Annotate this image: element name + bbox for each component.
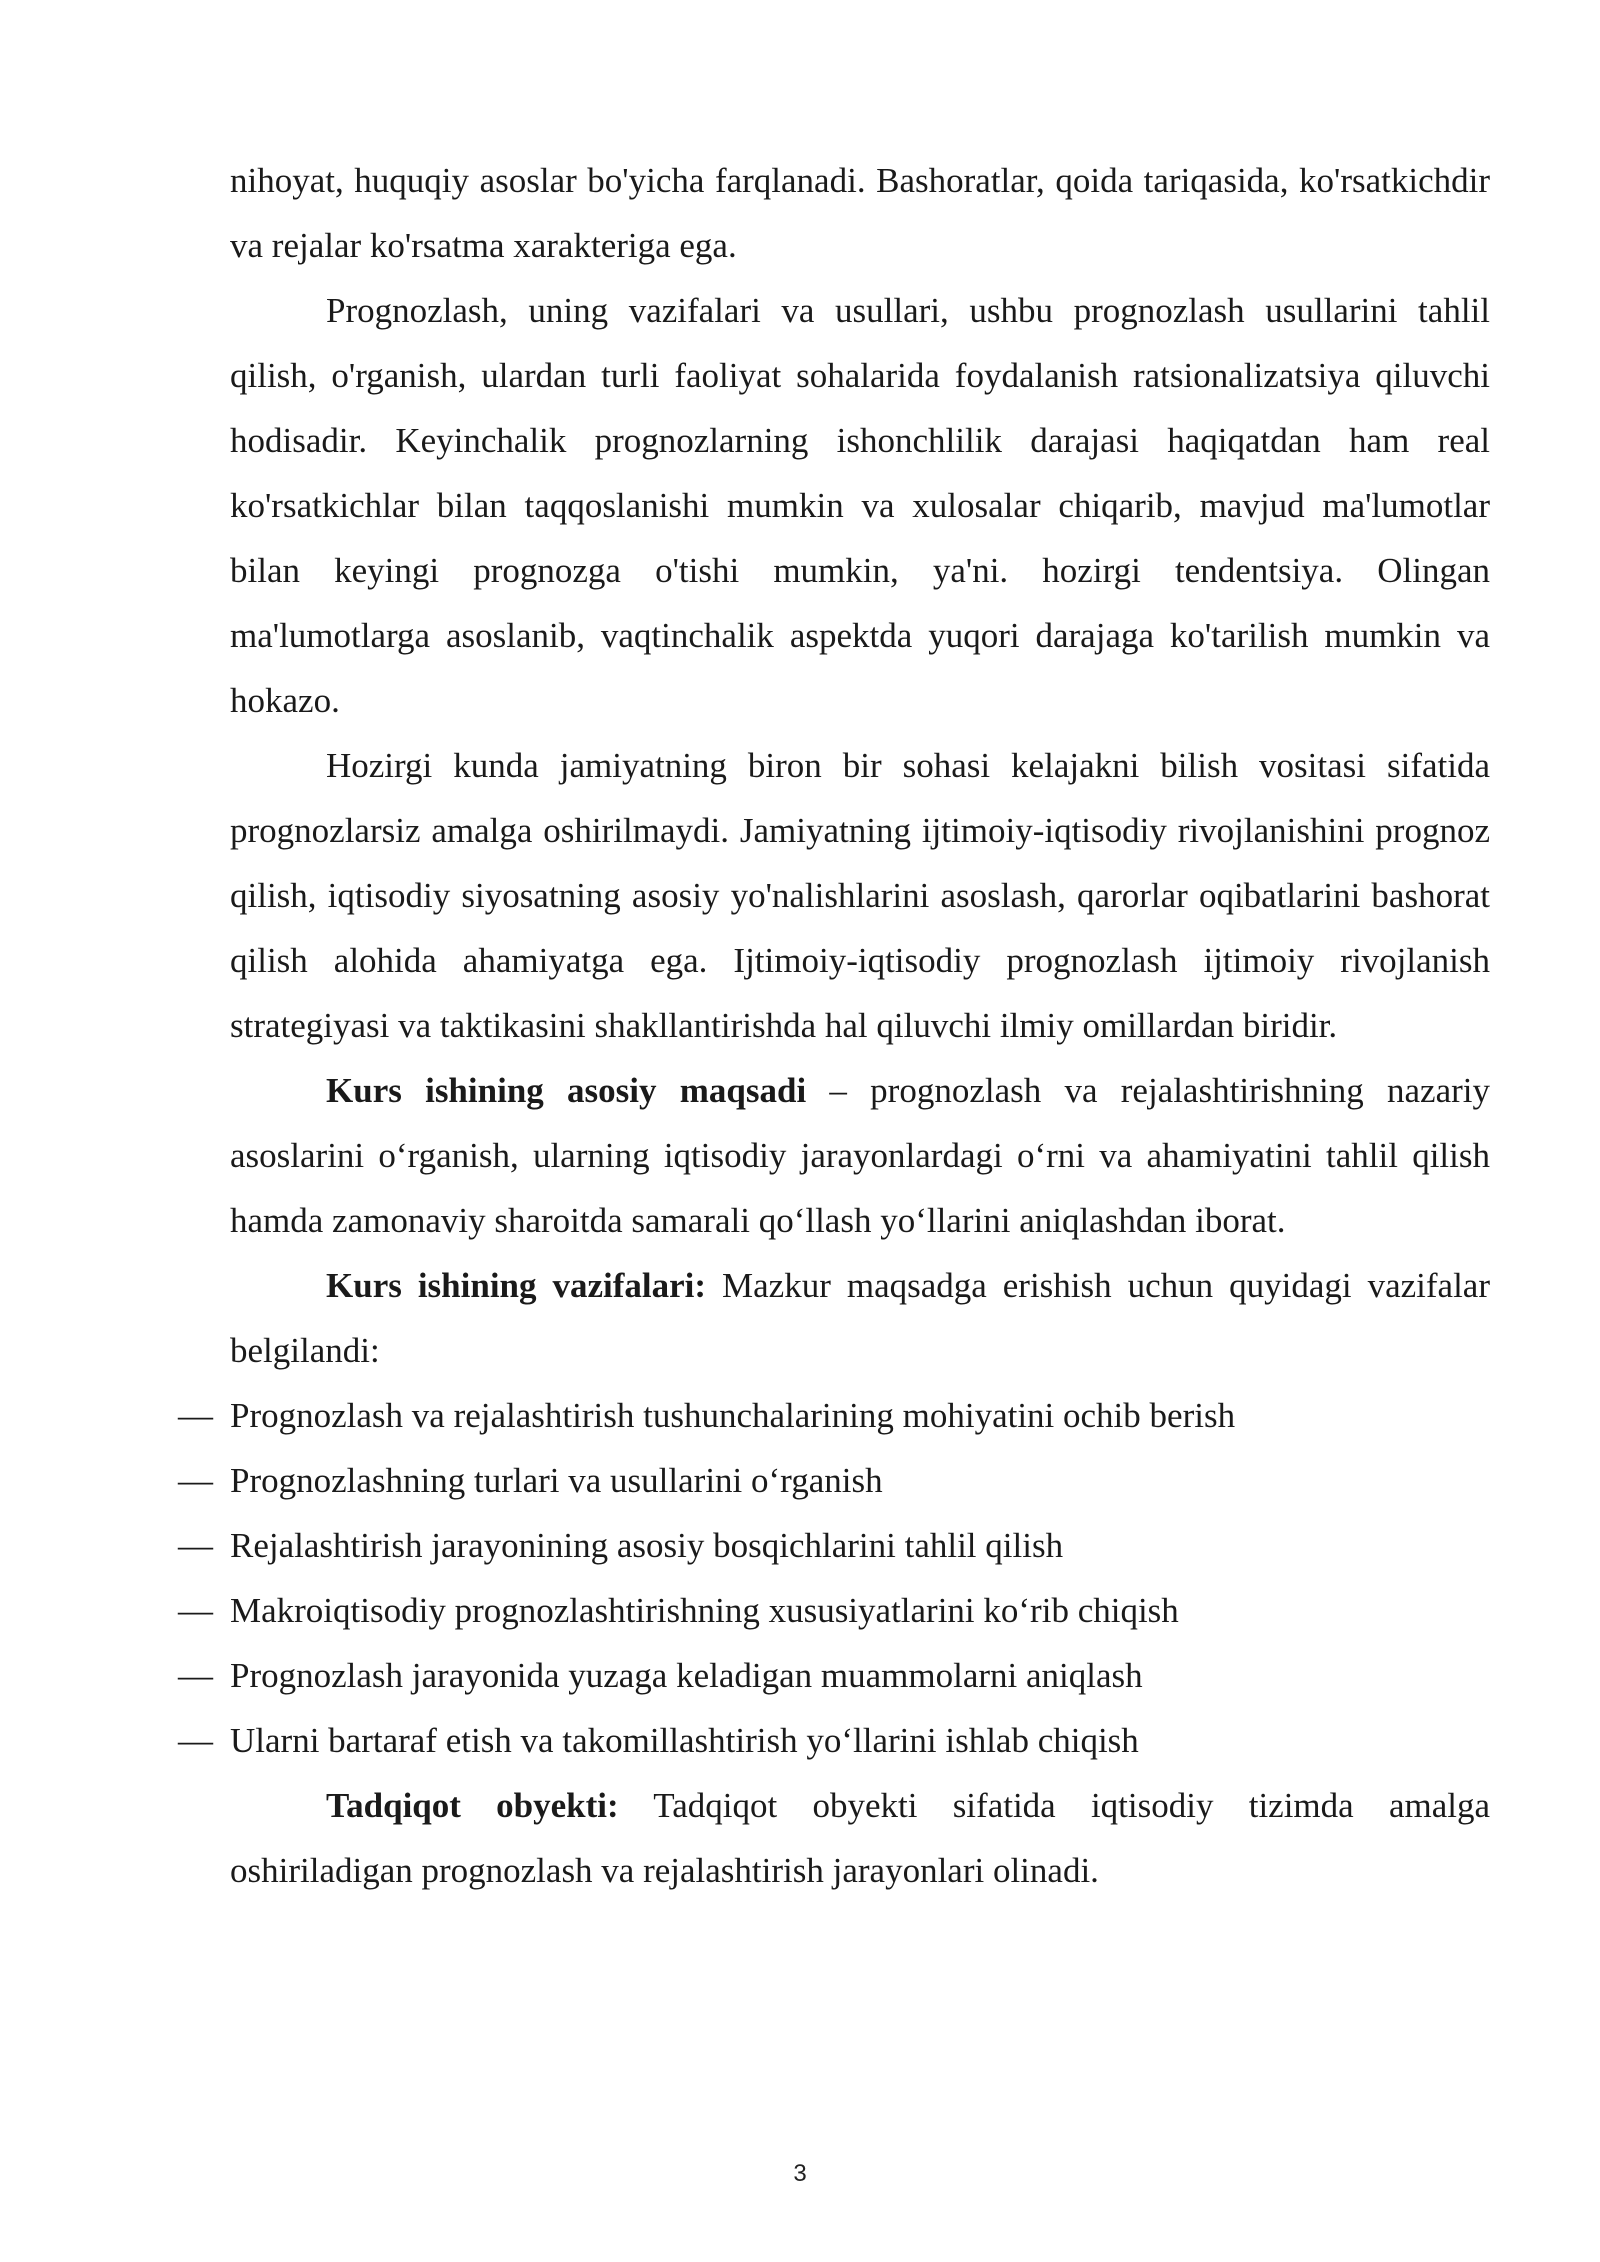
list-item-text: Ularni bartaraf etish va takomillashtirish yo‘llarini ishlab chiqish xyxy=(230,1721,1139,1760)
page-number: 3 xyxy=(793,2160,807,2187)
list-item-text: Prognozlash jarayonida yuzaga keladigan muammolarni aniqlash xyxy=(230,1656,1143,1695)
list-item-text: Prognozlashning turlari va usullarini o‘rganish xyxy=(230,1461,883,1500)
list-item xyxy=(178,1448,1490,1513)
goal-text: – prognozlash va rejalashtirishning nazariy asoslarini o‘rganish, ularning iqtisodiy jarayonlardagi o‘rni va ahamiyatini tahlil qilish hamda zamonaviy sharoitda samarali qo‘llash yo‘llarini aniqlashdan iborat. xyxy=(230,1071,1490,1240)
list-item-text: Makroiqtisodiy prognozlashtirishning xususiyatlarini ko‘rib chiqish xyxy=(230,1591,1179,1630)
page-content xyxy=(178,148,1490,1903)
list-item xyxy=(178,1643,1490,1708)
list-item xyxy=(178,1383,1490,1448)
list-item xyxy=(178,1708,1490,1773)
object-label: Tadqiqot obyekti: xyxy=(326,1786,619,1825)
list-item-text: Prognozlash va rejalashtirish tushunchalarining mohiyatini ochib berish xyxy=(230,1396,1236,1435)
dash-bullet: — xyxy=(178,1656,213,1695)
list-item xyxy=(178,1578,1490,1643)
paragraph-tasks xyxy=(230,1253,1490,1383)
dash-bullet: — xyxy=(178,1526,213,1565)
tasks-list xyxy=(178,1383,1490,1773)
paragraph-prognozlash: Prognozlash, uning vazifalari va usullari, ushbu prognozlash usullarini tahlil qilish, o'rganish, ulardan turli faoliyat sohalarida foydalanish ratsionalizatsiya qiluvchi hodisadir. Keyinchalik prognozlarning ishonchlilik darajasi haqiqatdan ham real ko'rsatkichlar bilan taqqoslanishi mumkin va xulosalar chiqarib, mavjud ma'lumotlar bilan keyingi prognozga o'tishi mumkin, ya'ni. hozirgi tendentsiya. Olingan ma'lumotlarga asoslanib, vaqtinchalik aspektda yuqori darajaga ko'tarilish mumkin va hokazo. xyxy=(230,291,1490,720)
dash-bullet: — xyxy=(178,1461,213,1500)
dash-bullet: — xyxy=(178,1396,213,1435)
paragraph-continuation: nihoyat, huquqiy asoslar bo'yicha farqlanadi. Bashoratlar, qoida tariqasida, ko'rsatkichdir va rejalar ko'rsatma xarakteriga ega. xyxy=(230,161,1490,265)
goal-label: Kurs ishining asosiy maqsadi xyxy=(326,1071,807,1110)
list-item-text: Rejalashtirish jarayonining asosiy bosqichlarini tahlil qilish xyxy=(230,1526,1064,1565)
object-text: Tadqiqot obyekti sifatida iqtisodiy tizimda amalga oshiriladigan prognozlash va rejalashtirish jarayonlari olinadi. xyxy=(230,1786,1490,1890)
dash-bullet: — xyxy=(178,1721,213,1760)
dash-bullet: — xyxy=(178,1591,213,1630)
paragraph-hozirgi-kunda: Hozirgi kunda jamiyatning biron bir sohasi kelajakni bilish vositasi sifatida prognozlarsiz amalga oshirilmaydi. Jamiyatning ijtimoiy-iqtisodiy rivojlanishini prognoz qilish, iqtisodiy siyosatning asosiy yo'nalishlarini asoslash, qarorlar oqibatlarini bashorat qilish alohida ahamiyatga ega. Ijtimoiy-iqtisodiy prognozlash ijtimoiy rivojlanish strategiyasi va taktikasini shakllantirishda hal qiluvchi ilmiy omillardan biridir. xyxy=(230,746,1490,1045)
tasks-label: Kurs ishining vazifalari: xyxy=(326,1266,707,1305)
paragraph-goal xyxy=(230,1058,1490,1253)
paragraph-research-object xyxy=(230,1773,1490,1903)
list-item xyxy=(178,1513,1490,1578)
tasks-text: Mazkur maqsadga erishish uchun quyidagi vazifalar belgilandi: xyxy=(230,1266,1490,1370)
